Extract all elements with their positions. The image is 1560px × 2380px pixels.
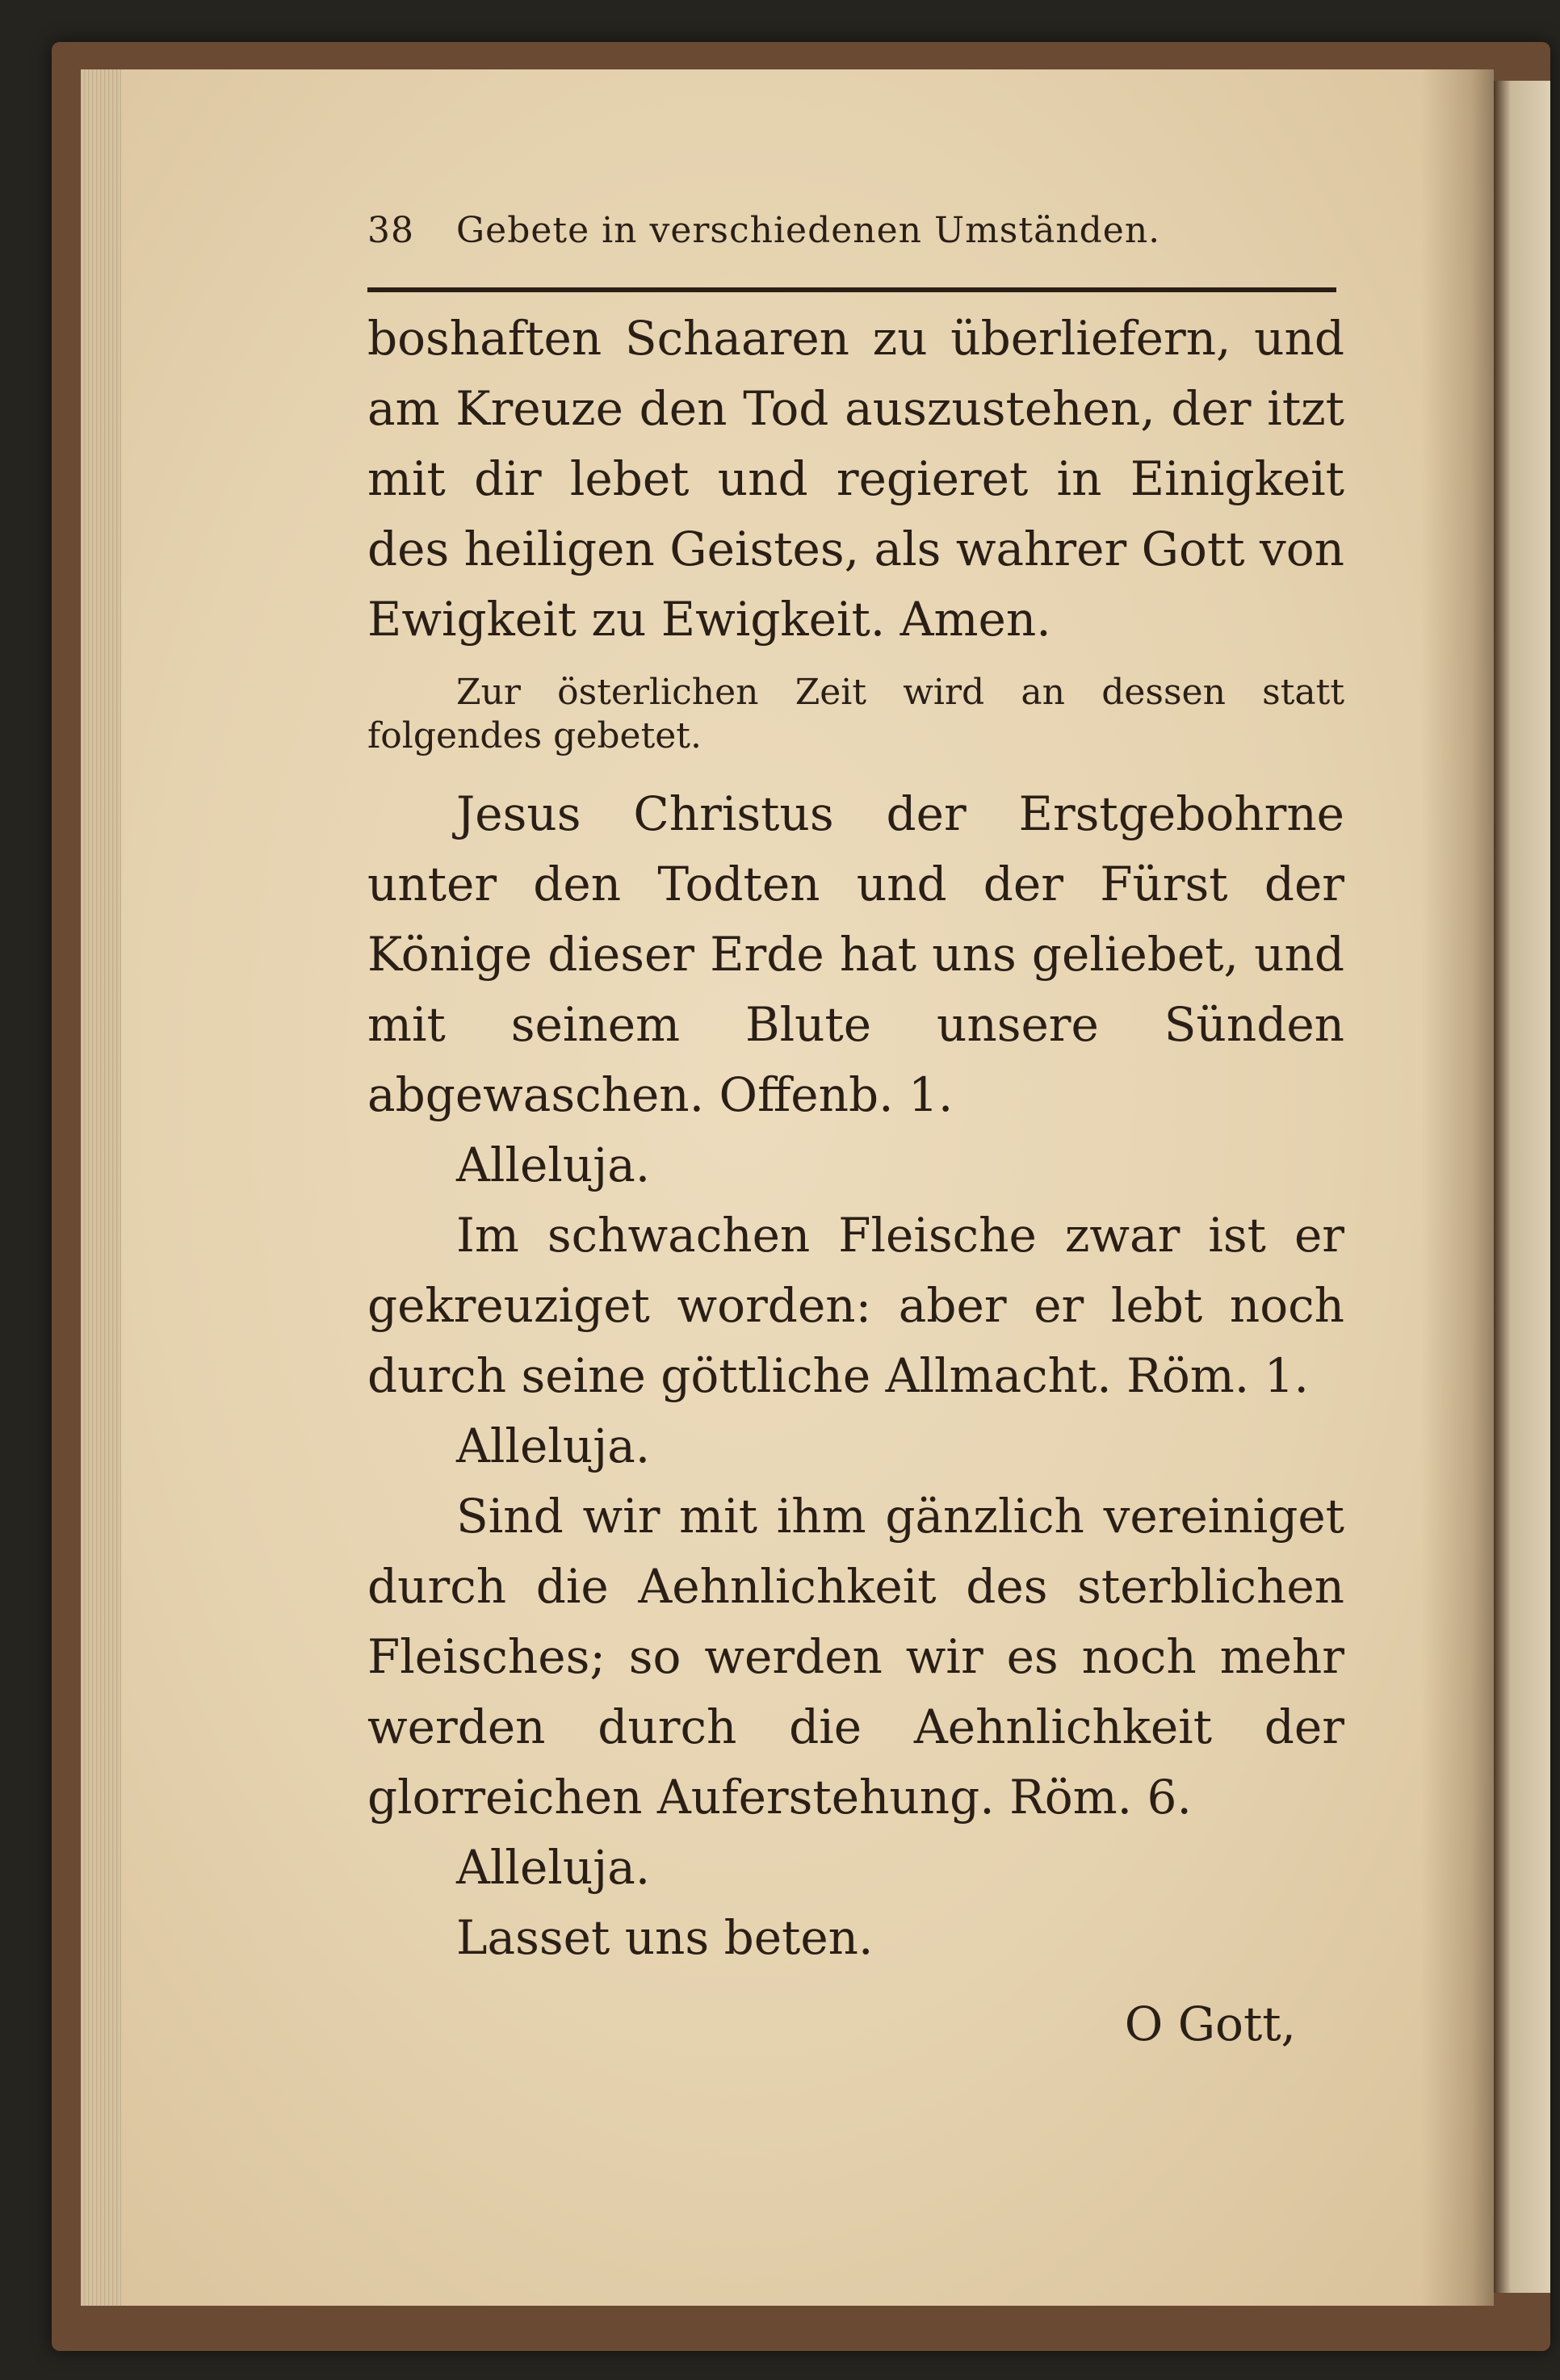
page-number: 38: [367, 210, 414, 251]
facing-page-edge: [1494, 81, 1550, 2293]
page-gutter: [1421, 69, 1494, 2306]
alleluja-1: Alleluja.: [456, 1138, 651, 1192]
verse-2: Im schwachen Fleische zwar ist er gekreuziget worden: aber er lebt noch durch seine göttliche Allmacht. Röm. 1.: [367, 1208, 1344, 1403]
running-head: [367, 210, 1344, 266]
running-head-title: Gebete in verschiedenen Umständen.: [456, 210, 1161, 251]
alleluja-2: Alleluja.: [456, 1418, 651, 1473]
head-rule: [367, 287, 1336, 292]
page-text-block: [367, 210, 1344, 2059]
catchword-row: [367, 1989, 1344, 2059]
paragraph-continuation: boshaften Schaaren zu überliefern, und am Kreuze den Tod auszustehen, der itzt mit dir lebet und regieret in Einigkeit des heiligen Geistes, als wahrer Gott von Ewigkeit zu Ewigkeit. Amen.: [367, 311, 1344, 647]
rubric-note: Zur österlichen Zeit wird an dessen statt folgendes gebetet.: [367, 672, 1344, 756]
verse-1: Jesus Christus der Erstgebohrne unter den Todten und der Fürst der Könige dieser Erde hat uns geliebet, und mit seinem Blute unsere Sünden abgewaschen. Offenb. 1.: [367, 786, 1344, 1122]
catchword: O Gott,: [1124, 1997, 1296, 2051]
alleluja-3: Alleluja.: [456, 1840, 651, 1895]
prayer-intro: Lasset uns beten.: [456, 1910, 874, 1965]
verse-3: Sind wir mit ihm gänzlich vereiniget durch die Aehnlichkeit des sterblichen Fleisches; so werden wir es noch mehr werden durch die Aehnlichkeit der glorreichen Auferstehung. Röm. 6.: [367, 1489, 1344, 1825]
